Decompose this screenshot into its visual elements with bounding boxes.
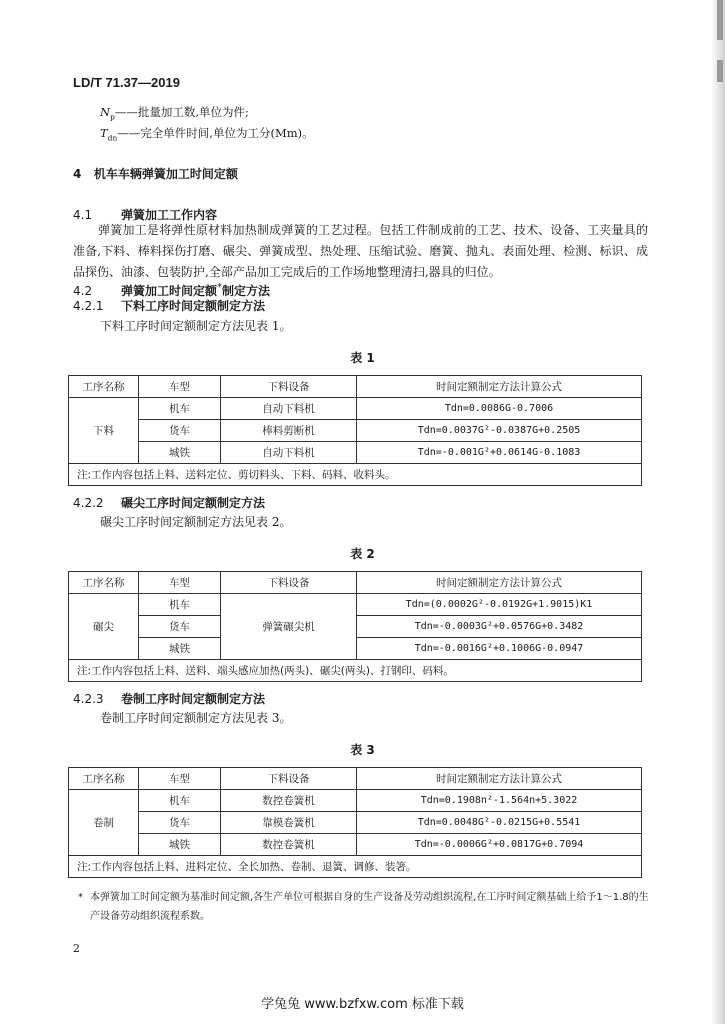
formula-cell: Tdn=0.1908n²-1.564n+5.3022 [357, 790, 642, 812]
section-4-1-body: 弹簧加工是将弹性原材料加热制成弹簧的工艺过程。包括工件制成前的工艺、技术、设备、工夹量具的准备,下料、棒料探伤打磨、碾尖、弹簧成型、热处理、压缩试验、磨簧、抛丸、表面处理、检测、标识、成品探伤、油漆、包装防护,全部产品加工完成后的工作场地整理清扫,器具的归位。 [73, 223, 648, 279]
process-cell: 下料 [69, 398, 139, 464]
equipment-cell: 自动下料机 [221, 442, 357, 464]
edge-mark [717, 0, 723, 40]
section-4-2-2-heading: 4.2.2 碾尖工序时间定额制定方法 [73, 496, 266, 510]
equipment-cell: 自动下料机 [221, 398, 357, 420]
type-cell: 货车 [139, 420, 221, 442]
table-1 [68, 375, 642, 486]
process-cell: 卷制 [69, 790, 139, 856]
formula-cell: Tdn=(0.0002G²-0.0192G+1.9015)K1 [357, 594, 642, 616]
formula-cell: Tdn=0.0086G-0.7006 [357, 398, 642, 420]
section-4-2-3-heading: 4.2.3 卷制工序时间定额制定方法 [73, 692, 266, 706]
table-row [69, 834, 642, 856]
type-cell: 机车 [139, 790, 221, 812]
page-number: 2 [73, 942, 80, 955]
formula-cell: Tdn=-0.0003G²+0.0576G+0.3482 [357, 616, 642, 638]
formula-cell: Tdn=0.0048G²-0.0215G+0.5541 [357, 812, 642, 834]
table-note-row [69, 464, 642, 486]
standard-number: LD/T 71.37—2019 [73, 75, 180, 90]
header-cell: 时间定额制定方法计算公式 [357, 376, 642, 398]
type-cell: 机车 [139, 398, 221, 420]
page-edge-shadow [711, 0, 725, 1024]
table-row [69, 594, 642, 616]
header-cell: 下料设备 [221, 572, 357, 594]
section-4-2-1-intro: 下料工序时间定额制定方法见表 1。 [100, 319, 292, 333]
section-4-1-heading: 4.1 弹簧加工工作内容 [73, 208, 218, 222]
table-3-caption: 表 3 [350, 743, 375, 757]
table-3 [68, 767, 642, 878]
header-cell: 车型 [139, 768, 221, 790]
section-4-2-heading: 4.2 弹簧加工时间定额*制定方法 [73, 282, 271, 298]
table-1-caption: 表 1 [350, 351, 375, 365]
definition-np: $N_p——$批量加工数,单位为件; [100, 105, 249, 122]
section-4-2-2-intro: 碾尖工序时间定额制定方法见表 2。 [100, 515, 292, 529]
table-note-row [69, 856, 642, 878]
formula-cell: Tdn=0.0037G²-0.0387G+0.2505 [357, 420, 642, 442]
type-cell: 机车 [139, 594, 221, 616]
formula-cell: Tdn=-0.0006G²+0.0817G+0.7094 [357, 834, 642, 856]
table-row [69, 790, 642, 812]
site-footer: 学兔兔 www.bzfxw.com 标准下载 [261, 997, 464, 1012]
definition-tdn: $T_{dn}——$完全单件时间,单位为工分(Mm)。 [100, 126, 314, 143]
table-row [69, 442, 642, 464]
type-cell: 城铁 [139, 638, 221, 660]
table-header-row [69, 572, 642, 594]
table-2 [68, 571, 642, 682]
table-header-row [69, 768, 642, 790]
header-cell: 工序名称 [69, 572, 139, 594]
header-cell: 时间定额制定方法计算公式 [357, 768, 642, 790]
footnote-divider [73, 877, 213, 878]
table-row [69, 420, 642, 442]
edge-mark [717, 60, 723, 82]
header-cell: 下料设备 [221, 376, 357, 398]
formula-cell: Tdn=-0.001G²+0.0614G-0.1083 [357, 442, 642, 464]
equipment-cell: 数控卷簧机 [221, 834, 357, 856]
table-row [69, 398, 642, 420]
table-note: 注:工作内容包括上料、送料、端头感应加热(两头)、碾尖(两头)、打钢印、码料。 [69, 660, 642, 682]
table-header-row [69, 376, 642, 398]
type-cell: 货车 [139, 616, 221, 638]
table-note-row [69, 660, 642, 682]
table-row [69, 812, 642, 834]
type-cell: 城铁 [139, 442, 221, 464]
header-cell: 工序名称 [69, 768, 139, 790]
header-cell: 车型 [139, 376, 221, 398]
equipment-cell: 棒料剪断机 [221, 420, 357, 442]
equipment-cell: 靠模卷簧机 [221, 812, 357, 834]
header-cell: 工序名称 [69, 376, 139, 398]
formula-cell: Tdn=-0.0016G²+0.1006G-0.0947 [357, 638, 642, 660]
table-note: 注:工作内容包括上料、进料定位、全长加热、卷制、退簧、调修、装箸。 [69, 856, 642, 878]
equipment-cell: 数控卷簧机 [221, 790, 357, 812]
equipment-cell: 弹簧碾尖机 [221, 594, 357, 660]
section-4-2-1-heading: 4.2.1 下料工序时间定额制定方法 [73, 299, 266, 313]
header-cell: 车型 [139, 572, 221, 594]
type-cell: 货车 [139, 812, 221, 834]
process-cell: 碾尖 [69, 594, 139, 660]
section-4-2-3-intro: 卷制工序时间定额制定方法见表 3。 [100, 711, 292, 725]
type-cell: 城铁 [139, 834, 221, 856]
section-4-heading: 4 机车车辆弹簧加工时间定额 [73, 167, 238, 181]
header-cell: 时间定额制定方法计算公式 [357, 572, 642, 594]
header-cell: 下料设备 [221, 768, 357, 790]
footnote: * 本弹簧加工时间定额为基准时间定额,各生产单位可根据自身的生产设备及劳动组织流程,在工序时间定额基础上给予1～1.8的生产设备劳动组织流程系数。 [78, 892, 649, 922]
table-2-caption: 表 2 [350, 547, 375, 561]
table-note: 注:工作内容包括上料、送料定位、剪切料头、下料、码料、收料头。 [69, 464, 642, 486]
